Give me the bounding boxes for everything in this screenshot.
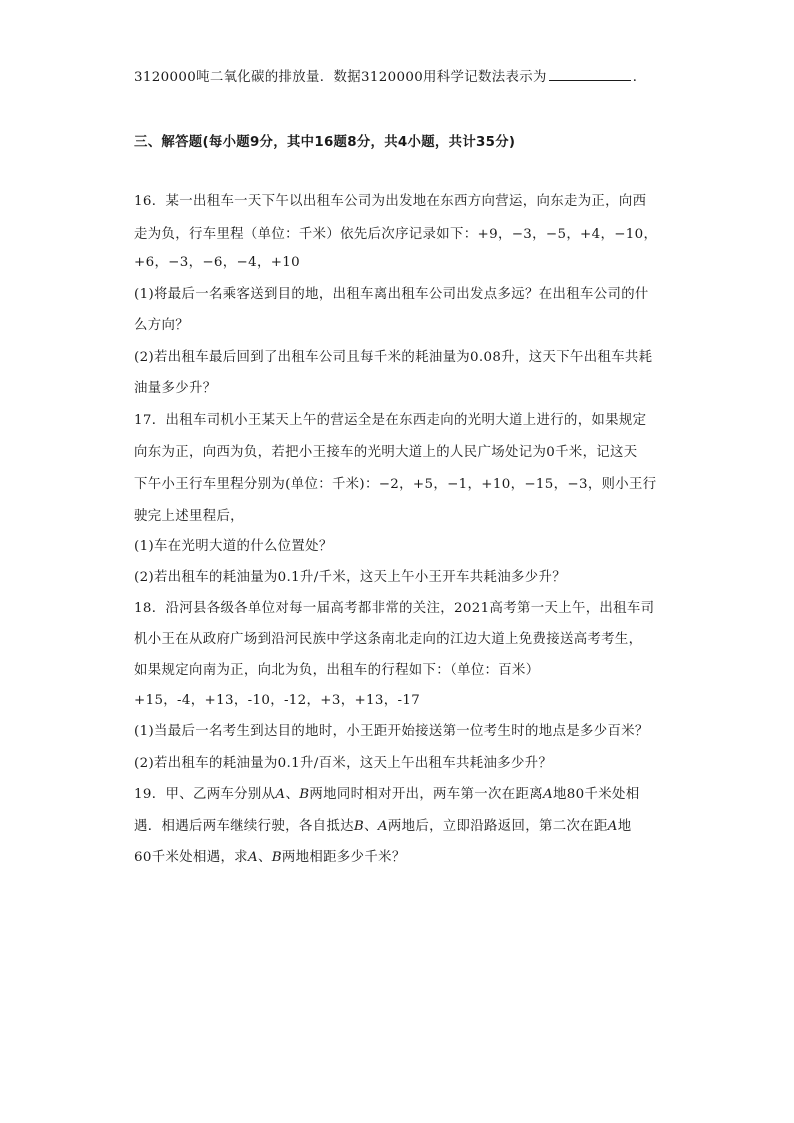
point-a-label: A bbox=[607, 819, 618, 834]
section-title: 三、解答题(每小题9分，其中16题8分，共4小题，共计35分) bbox=[134, 135, 516, 150]
q19-text: 、 bbox=[257, 850, 272, 865]
q19-text: 地80千米处相 bbox=[553, 787, 640, 802]
q16-part1-line-2: 么方向？ bbox=[134, 318, 189, 333]
q19-text: 19．甲、乙两车分别从 bbox=[134, 787, 276, 802]
point-a-label: A bbox=[542, 787, 554, 802]
q16-line-3: +6，−3，−6，−4，+10 bbox=[134, 255, 301, 270]
q18-part2: (2)若出租车的耗油量为0.1升/百米，这天上午出租车共耗油多少升？ bbox=[134, 756, 553, 771]
q19-line-3 bbox=[134, 849, 406, 867]
q16-part2-line-2: 油量多少升？ bbox=[134, 381, 217, 396]
q19-line-1 bbox=[134, 786, 639, 804]
q18-line-3: 如果规定向南为正，向北为负，出租车的行程如下：（单位：百米） bbox=[134, 663, 540, 678]
q18-part1: (1)当最后一名考生到达目的地时，小王距开始接送第一位考生时的地点是多少百米？ bbox=[134, 724, 649, 739]
q17-part1: (1)车在光明大道的什么位置处？ bbox=[134, 539, 333, 554]
q19-text: 地 bbox=[617, 819, 632, 834]
q19-text: 60千米处相遇，求 bbox=[134, 850, 248, 865]
q19-text: 、 bbox=[364, 819, 378, 834]
point-a-label: A bbox=[377, 819, 388, 834]
q19-text: 两地相距多少千米？ bbox=[281, 850, 406, 865]
q18-line-4: +15，-4，+13，-10，-12，+3，+13，-17 bbox=[134, 693, 421, 708]
point-a-label: A bbox=[275, 787, 286, 802]
q17-part2: (2)若出租车的耗油量为0.1升/千米，这天上午小王开车共耗油多少升？ bbox=[134, 570, 566, 585]
q18-line-2: 机小王在从政府广场到沿河民族中学这条南北走向的江边大道上免费接送高考考生， bbox=[134, 632, 643, 647]
q16-line-2: 走为负，行车里程（单位：千米）依先后次序记录如下：+9，−3，−5，+4，−10， bbox=[134, 227, 658, 242]
q19-text: 两地同时相对开出，两车第一次在距离 bbox=[309, 787, 543, 802]
q19-text: 、 bbox=[285, 787, 300, 802]
q17-line-4: 驶完上述里程后， bbox=[134, 509, 244, 524]
point-b-label: B bbox=[299, 787, 310, 802]
q19-line-2 bbox=[134, 818, 631, 836]
q16-line-1: 16．某一出租车一天下午以出租车公司为出发地在东西方向营运，向东走为正，向西 bbox=[134, 194, 647, 209]
point-a-label: A bbox=[247, 850, 258, 865]
q15-end-punct: ． bbox=[632, 70, 647, 85]
answer-blank bbox=[549, 67, 631, 81]
q17-line-2: 向东为正，向西为负，若把小王接车的光明大道上的人民广场处记为0千米，记这天 bbox=[134, 445, 638, 460]
q18-line-1: 18．沿河县各级各单位对每一届高考都非常的关注，2021高考第一天上午，出租车司 bbox=[134, 601, 655, 616]
q19-text: 遇．相遇后两车继续行驶，各自抵达 bbox=[134, 819, 354, 834]
q17-line-1: 17．出租车司机小王某天上午的营运全是在东西走向的光明大道上进行的，如果规定 bbox=[134, 413, 647, 428]
point-b-label: B bbox=[271, 850, 282, 865]
q17-line-3: 下午小王行车里程分别为(单位：千米)：−2，+5，−1，+10，−15，−3，则小王行 bbox=[134, 477, 657, 492]
q15-continuation-line bbox=[134, 67, 646, 87]
q16-part2-line-1: (2)若出租车最后回到了出租车公司且每千米的耗油量为0.08升，这天下午出租车共耗 bbox=[134, 350, 653, 365]
q15-text: 3120000吨二氧化碳的排放量．数据3120000用科学记数法表示为 bbox=[134, 70, 547, 85]
point-b-label: B bbox=[353, 819, 365, 834]
q16-part1-line-1: (1)将最后一名乘客送到目的地，出租车离出租车公司出发点多远？在出租车公司的什 bbox=[134, 287, 649, 302]
q19-text: 两地后，立即沿路返回，第二次在距 bbox=[387, 819, 608, 834]
